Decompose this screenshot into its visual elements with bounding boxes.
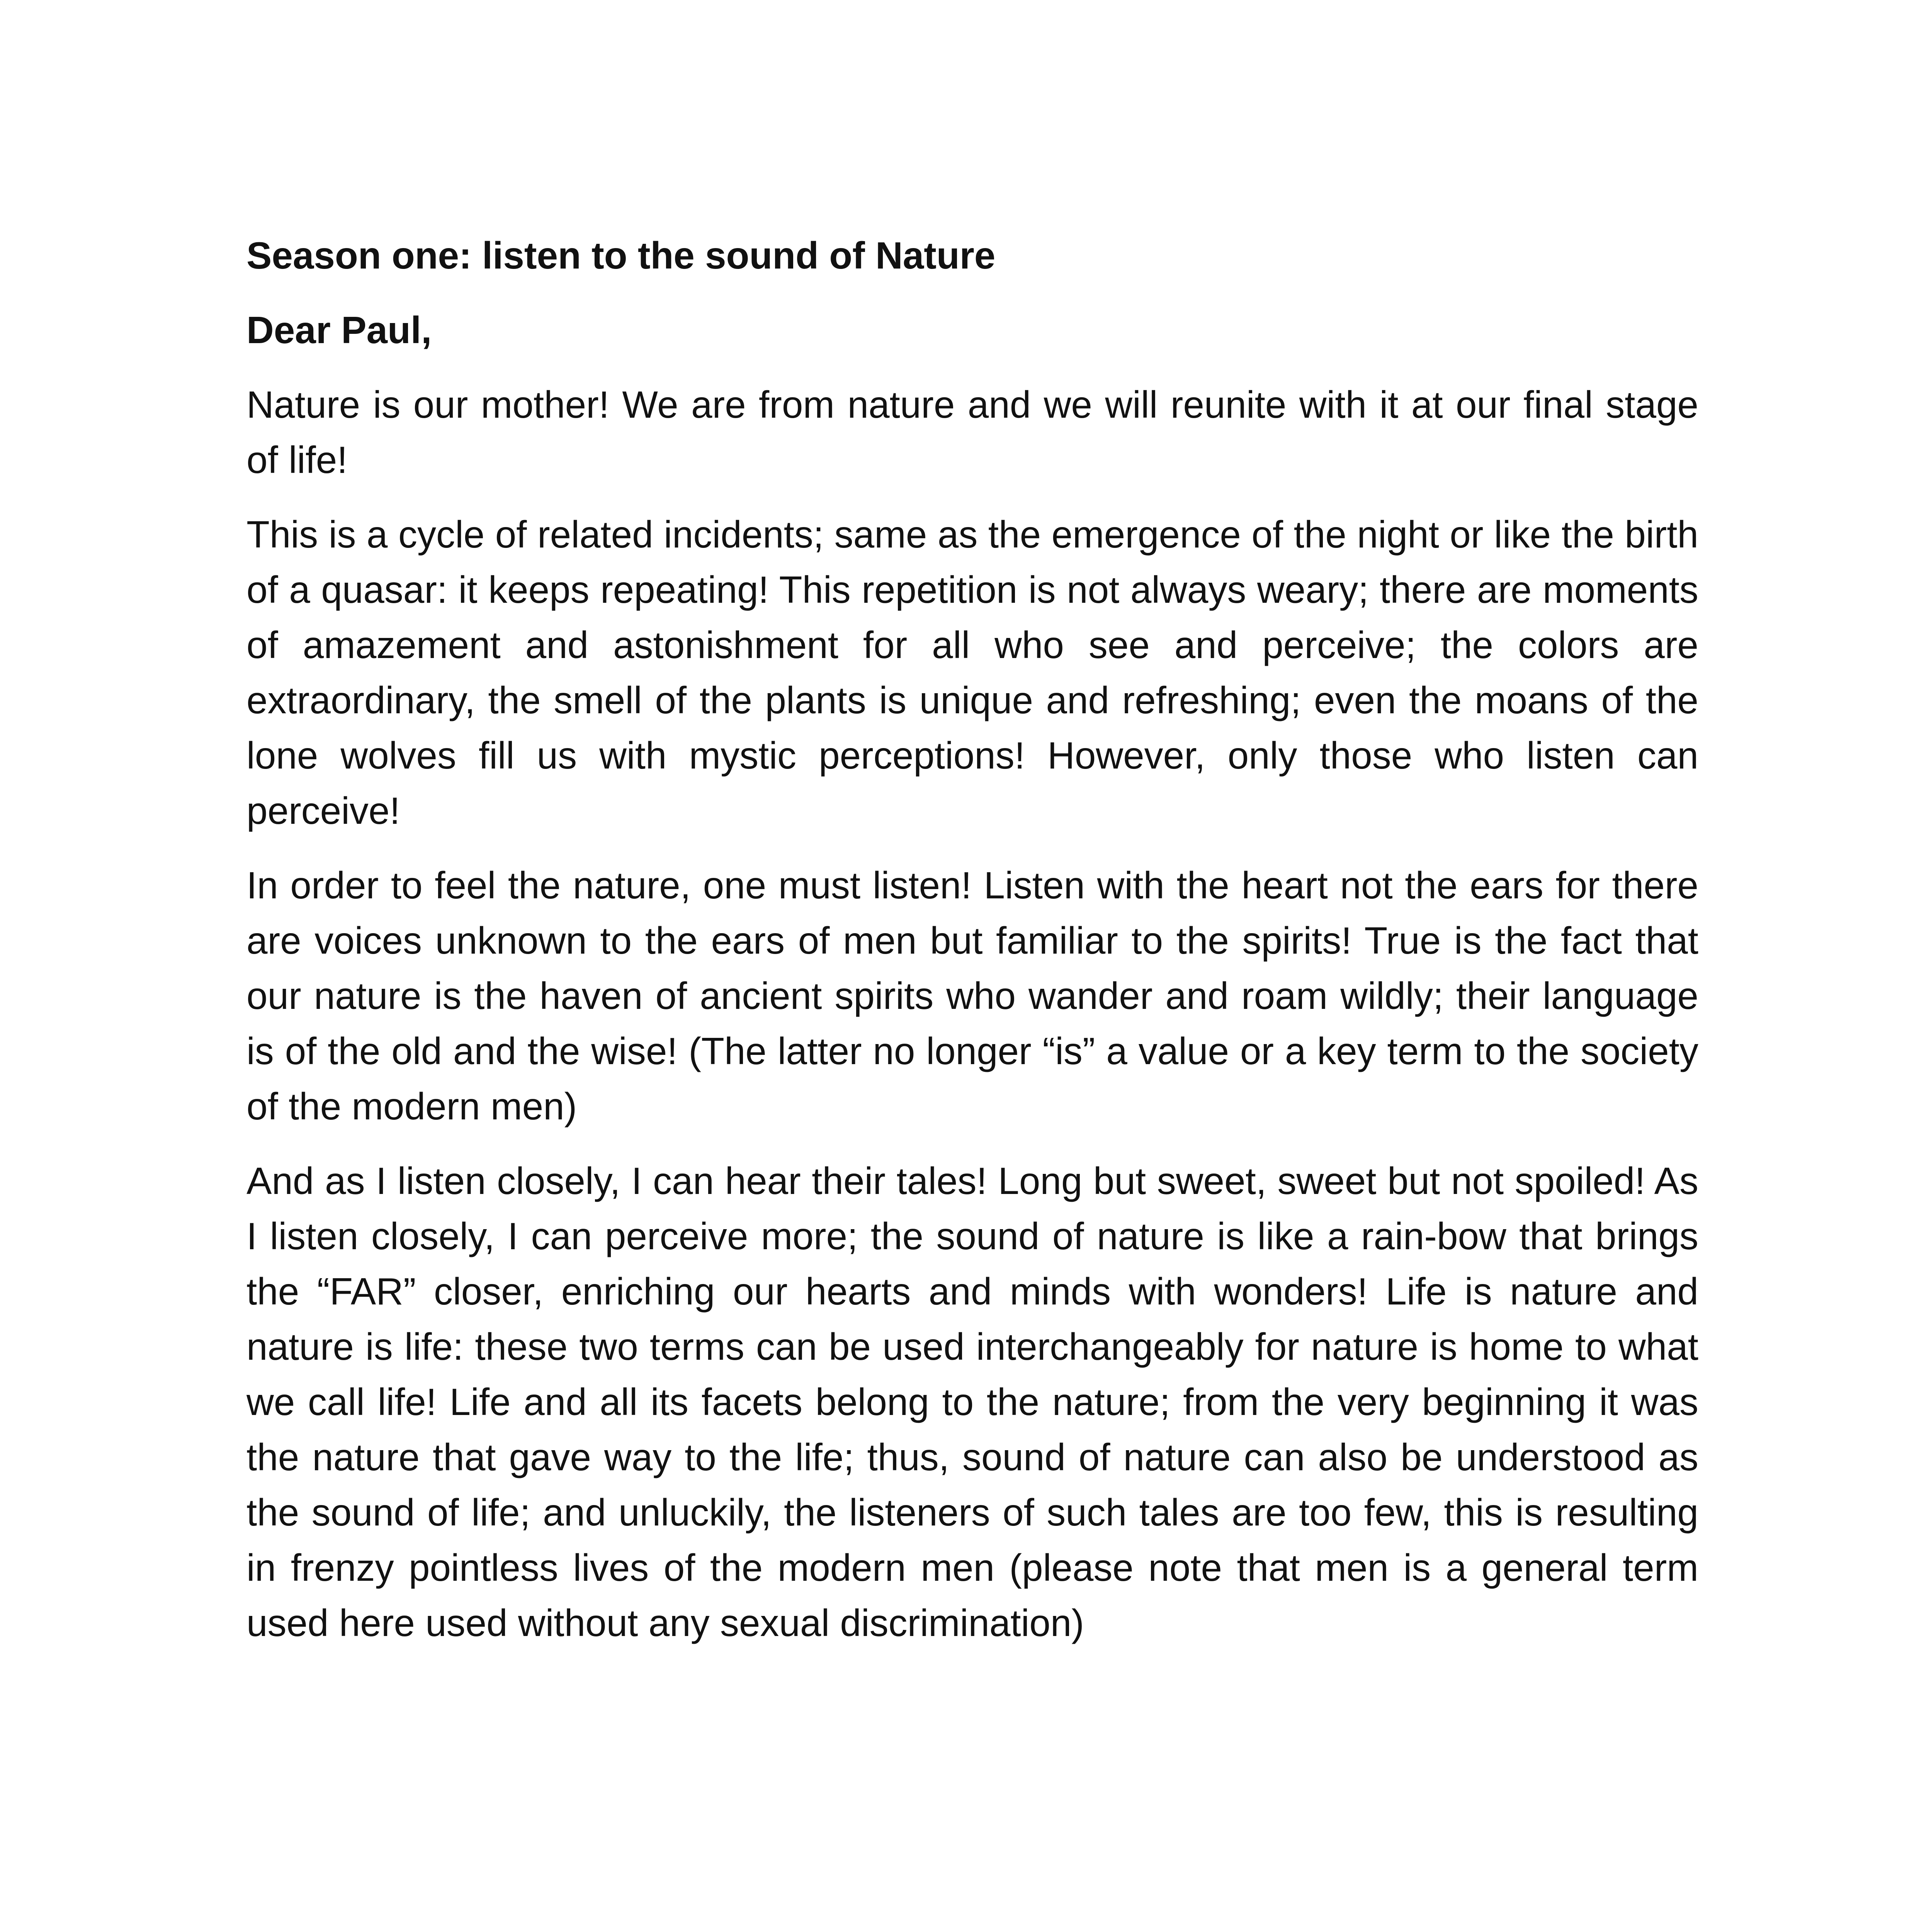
paragraph-4: And as I listen closely, I can hear their tales! Long but sweet, sweet but not spoiled! As I listen closely, I can perceive more; the sound of nature is like a rain-bow that brings the “FAR” closer, enriching our hearts and minds with wonders! Life is nature and nature is life: these two terms can be used interchangeably for nature is home to what we call life! Life and all its facets belong to the nature; from the very beginning it was the nature that gave way to the life; thus, sound of nature can also be understood as the sound of life; and unluckily, the listeners of such tales are too few, this is resulting in frenzy pointless lives of the modern men (please note that men is a general term used here used without any sexual discrimination) bbox=[246, 1160, 1698, 1644]
paragraph-2: This is a cycle of related incidents; same as the emergence of the night or like the birth of a quasar: it keeps repeating! This repetition is not always weary; there are moments of amazement and astonishment for all who see and perceive; the colors are extraordinary, the smell of the plants is unique and refreshing; even the moans of the lone wolves fill us with mystic perceptions! However, only those who listen can perceive! bbox=[246, 513, 1698, 832]
document-title: Season one: listen to the sound of Nature bbox=[246, 234, 996, 277]
document-body bbox=[246, 228, 1698, 1670]
salutation: Dear Paul, bbox=[246, 309, 432, 351]
paragraph-3: In order to feel the nature, one must listen! Listen with the heart not the ears for there are voices unknown to the ears of men but familiar to the spirits! True is the fact that our nature is the haven of ancient spirits who wander and roam wildly; their language is of the old and the wise! (The latter no longer “is” a value or a key term to the society of the modern men) bbox=[246, 864, 1698, 1128]
paragraph-1: Nature is our mother! We are from nature and we will reunite with it at our final stage of life! bbox=[246, 383, 1698, 481]
